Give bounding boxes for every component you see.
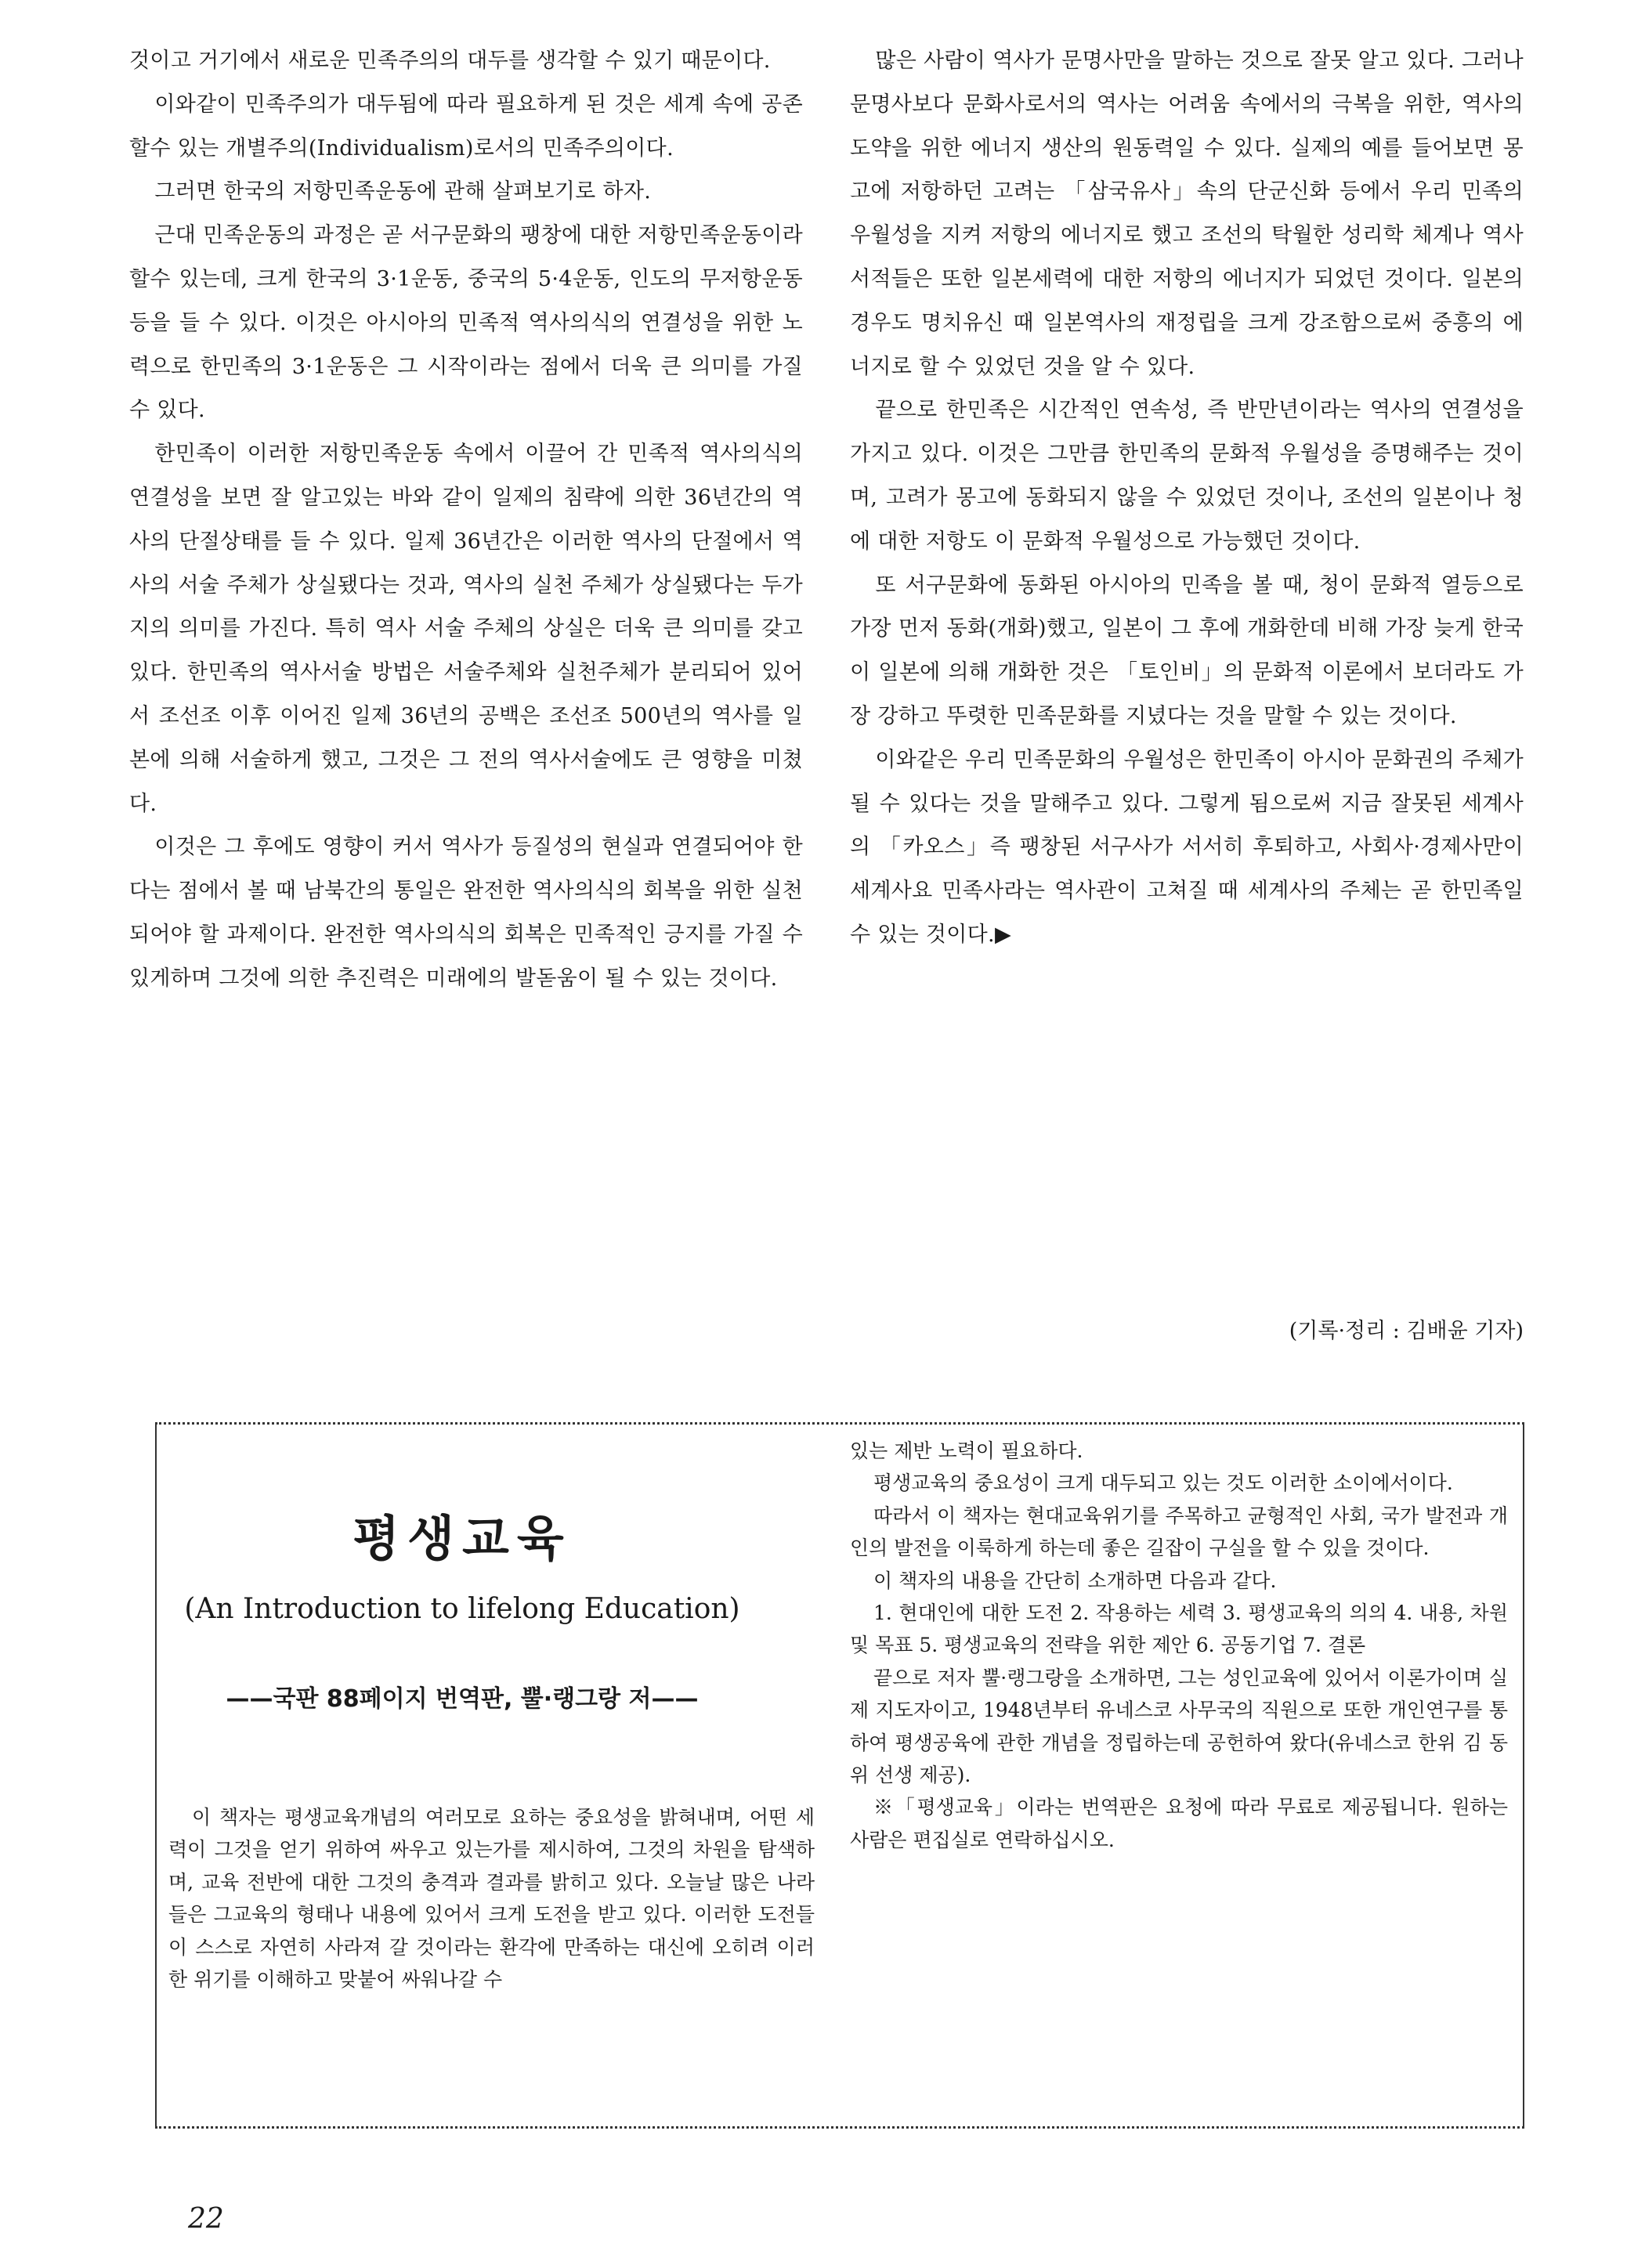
article-paragraph: 그러면 한국의 저항민족운동에 관해 살펴보기로 하자.: [154, 179, 652, 204]
review-paragraph: ※「평생교육」이라는 번역판은 요청에 따라 무료로 제공됩니다. 원하는 사람은 편집실로 연락하십시오.: [850, 1796, 1508, 1851]
review-paragraph: 끝으로 저자 뿔·랭그랑을 소개하면, 그는 성인교육에 있어서 이론가이며 실제 지도자이고, 1948년부터 유네스코 사무국의 직원으로 또한 개인연구를 통하여 평생공육에 관한 개념을 정립하는데 공헌하여 왔다(유네스코 한위 김 동위 선생 제공).: [850, 1666, 1508, 1787]
review-paragraph: 따라서 이 책자는 현대교육위기를 주목하고 균형적인 사회, 국가 발전과 개인의 발전을 이룩하게 하는데 좋은 길잡이 구실을 할 수 있을 것이다.: [850, 1504, 1508, 1560]
review-title: 평생교육: [352, 1510, 572, 1567]
article-paragraph: 한민족이 이러한 저항민족운동 속에서 이끌어 간 민족적 역사의식의 연결성을 보면 잘 알고있는 바와 같이 일제의 침략에 의한 36년간의 역사의 단절상태를 들 수 있다. 일제 36년간은 이러한 역사의 단절에서 역사의 서술 주체가 상실됐다는 것과, 역사의 실천 주체가 상실됐다는 두가지의 의미를 가진다. 특히 역사 서술 주체의 상실은 더욱 큰 의미를 갖고있다. 한민족의 역사서술 방법은 서술주체와 실천주체가 분리되어 있어서 조선조 이후 이어진 일제 36년의 공백은 조선조 500년의 역사를 일본에 의해 서술하게 했고, 그것은 그 전의 역사서술에도 큰 영향을 미쳤다.: [129, 442, 803, 816]
page-number: 22: [188, 2203, 224, 2235]
article-paragraph: 이와같이 민족주의가 대두됨에 따라 필요하게 된 것은 세계 속에 공존할수 있는 개별주의(Individualism)로서의 민족주의이다.: [129, 92, 803, 161]
review-paragraph: 평생교육의 중요성이 크게 대두되고 있는 것도 이러한 소이에서이다.: [873, 1472, 1453, 1495]
review-paragraph: 이 책자의 내용을 간단히 소개하면 다음과 같다.: [873, 1569, 1277, 1592]
review-english-subtitle: (An Introduction to lifelong Education): [184, 1593, 740, 1625]
article-paragraph: 또 서구문화에 동화된 아시아의 민족을 볼 때, 청이 문화적 열등으로 가장 먼저 동화(개화)했고, 일본이 그 후에 개화한데 비해 가장 늦게 한국이 일본에 의해 개화한 것은 「토인비」의 문화적 이론에서 보더라도 가장 강하고 뚜렷한 민족문화를 지녔다는 것을 말할 수 있는 것이다.: [850, 572, 1524, 728]
article-paragraph: 이와같은 우리 민족문화의 우월성은 한민족이 아시아 문화권의 주체가 될 수 있다는 것을 말해주고 있다. 그렇게 됨으로써 지금 잘못된 세계사의 「카오스」즉 팽창된 서구사가 서서히 후퇴하고, 사회사·경제사만이 세계사요 민족사라는 역사관이 고쳐질 때 세계사의 주체는 곧 한민족일 수 있는 것이다.▶: [850, 747, 1524, 947]
review-paragraph: 이 책자는 평생교육개념의 여러모로 요하는 중요성을 밝혀내며, 어떤 세력이 그것을 얻기 위하여 싸우고 있는가를 제시하여, 그것의 차원을 탐색하며, 교육 전반에 대한 그것의 충격과 결과를 밝히고 있다. 오늘날 많은 나라들은 그교육의 형태나 내용에 있어서 크게 도전을 받고 있다. 이러한 도전들이 스스로 자연히 사라져 갈 것이라는 환각에 만족하는 대신에 오히려 이러한 위기를 이해하고 맞붙어 싸워나갈 수: [168, 1806, 815, 1992]
article-paragraph: 끝으로 한민족은 시간적인 연속성, 즉 반만년이라는 역사의 연결성을 가지고 있다. 이것은 그만큼 한민족의 문화적 우월성을 증명해주는 것이며, 고려가 몽고에 동화되지 않을 수 있었던 것이나, 조선의 일본이나 청에 대한 저항도 이 문화적 우월성으로 가능했던 것이다.: [850, 398, 1524, 554]
article-paragraph: 이것은 그 후에도 영향이 커서 역사가 등질성의 현실과 연결되어야 한다는 점에서 볼 때 남북간의 통일은 완전한 역사의식의 회복을 위한 실천되어야 할 과제이다. 완전한 역사의식의 회복은 민족적인 긍지를 가질 수 있게하며 그것에 의한 추진력은 미래에의 발돋움이 될 수 있는 것이다.: [129, 835, 803, 991]
article-credit: (기록·정리 : 김배윤 기자): [1289, 1319, 1524, 1343]
article-paragraph: 많은 사람이 역사가 문명사만을 말하는 것으로 잘못 알고 있다. 그러나 문명사보다 문화사로서의 역사는 어려움 속에서의 극복을 위한, 역사의 도약을 위한 에너지 생산의 원동력일 수 있다. 실제의 예를 들어보면 몽고에 저항하던 고려는 「삼국유사」속의 단군신화 등에서 우리 민족의 우월성을 지켜 저항의 에너지로 했고 조선의 탁월한 성리학 체계나 역사서적들은 또한 일본세력에 대한 저항의 에너지가 되었던 것이다. 일본의 경우도 명치유신 때 일본역사의 재정립을 크게 강조함으로써 중흥의 에너지로 할 수 있었던 것을 알 수 있다.: [850, 49, 1524, 379]
article-left-column: [129, 39, 803, 1001]
review-right-column: [850, 1435, 1508, 1856]
review-paragraph: 1. 현대인에 대한 도전 2. 작용하는 세력 3. 평생교육의 의의 4. 내용, 차원 및 목표 5. 평생교육의 전략을 위한 제안 6. 공동기업 7. 결론: [850, 1602, 1508, 1657]
article-right-column: [850, 39, 1524, 957]
article-paragraph: 근대 민족운동의 과정은 곧 서구문화의 팽창에 대한 저항민족운동이라 할수 있는데, 크게 한국의 3·1운동, 중국의 5·4운동, 인도의 무저항운동 등을 들 수 있다. 이것은 아시아의 민족적 역사의식의 연결성을 위한 노력으로 한민족의 3·1운동은 그 시작이라는 점에서 더욱 큰 의미를 가질 수 있다.: [129, 223, 803, 423]
review-left-column: [168, 1801, 815, 1995]
review-paragraph: 있는 제반 노력이 필요하다.: [850, 1439, 1083, 1462]
article-paragraph: 것이고 거기에서 새로운 민족주의의 대두를 생각할 수 있기 때문이다.: [129, 49, 771, 73]
review-byline: ——국판 88페이지 번역판, 뿔·랭그랑 저——: [226, 1685, 699, 1713]
